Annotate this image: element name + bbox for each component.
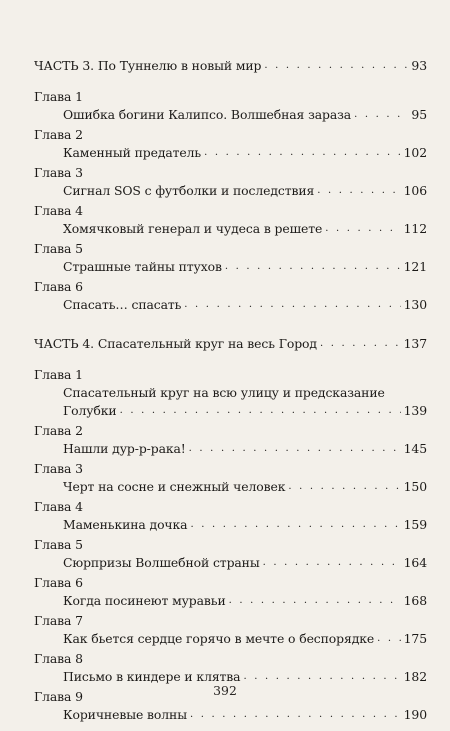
dot-leader [377, 630, 401, 648]
chapter-label: Глава 7 [34, 613, 83, 628]
dot-leader [204, 144, 401, 162]
page-number: 112 [403, 221, 427, 236]
part-title: ЧАСТЬ 4. Спасательный круг на весь Город [34, 336, 317, 351]
page-number: 159 [403, 517, 427, 532]
dot-leader [317, 182, 400, 200]
dot-leader [184, 296, 400, 314]
chapter-label: Глава 8 [34, 651, 83, 666]
dot-leader [189, 440, 401, 458]
page-number: 175 [403, 631, 427, 646]
chapter-label: Глава 4 [34, 203, 83, 218]
page-number: 106 [403, 183, 427, 198]
chapter-title: Сигнал SOS с футболки и последствия [63, 183, 315, 198]
chapter-label: Глава 3 [34, 165, 83, 180]
part-4-heading [34, 334, 427, 356]
page-number: 145 [403, 441, 427, 456]
page-number: 121 [403, 259, 427, 274]
chapter-title: Черт на сосне и снежный человек [63, 479, 286, 494]
chapter-title: Страшные тайны птухов [63, 259, 222, 274]
toc-entry [34, 460, 427, 498]
page-number: 182 [403, 669, 427, 684]
page-number: 139 [403, 403, 427, 418]
toc-entry [34, 202, 427, 240]
toc-entry [34, 574, 427, 612]
page-number: 190 [403, 707, 427, 722]
toc-entry [34, 88, 427, 126]
page-number: 150 [403, 479, 427, 494]
toc-entry [34, 536, 427, 574]
chapter-title: Сюрпризы Волшебной страны [63, 555, 260, 570]
chapter-label: Глава 1 [34, 89, 83, 104]
dot-leader [320, 334, 401, 354]
dot-leader [263, 554, 401, 572]
chapter-title: Маменькина дочка [63, 517, 188, 532]
dot-leader [225, 258, 401, 276]
chapter-title-line-1: Спасательный круг на всю улицу и предсказание [63, 385, 385, 400]
page-number: 137 [403, 336, 427, 351]
dot-leader [264, 56, 408, 76]
chapter-title: Как бьется сердце горячо в мечте о беспорядке [63, 631, 375, 646]
part-3-heading [34, 56, 427, 78]
toc-entry [34, 422, 427, 460]
page-number: 102 [403, 145, 427, 160]
chapter-title: Спасать… спасать [63, 297, 182, 312]
dot-leader [229, 592, 401, 610]
toc-entry [34, 164, 427, 202]
dot-leader [288, 478, 400, 496]
dot-leader [190, 516, 400, 534]
dot-leader [354, 106, 408, 124]
chapter-label: Глава 3 [34, 461, 83, 476]
chapter-label: Глава 4 [34, 499, 83, 514]
page-number: 130 [403, 297, 427, 312]
chapter-label: Глава 1 [34, 367, 83, 382]
chapter-title: Хомячковый генерал и чудеса в решете [63, 221, 323, 236]
toc-entry [34, 126, 427, 164]
chapter-label: Глава 5 [34, 241, 83, 256]
chapter-title: Нашли дур-р-рака! [63, 441, 186, 456]
toc-entry [34, 240, 427, 278]
page-number: 164 [403, 555, 427, 570]
table-of-contents [34, 56, 427, 726]
chapter-title: Письмо в киндере и клятва [63, 669, 241, 684]
dot-leader [120, 402, 401, 420]
chapter-label: Глава 6 [34, 279, 83, 294]
chapter-title: Каменный предатель [63, 145, 202, 160]
toc-entry [34, 278, 427, 316]
toc-entry [34, 612, 427, 650]
page-number: 95 [411, 107, 427, 122]
page-number: 93 [411, 58, 427, 73]
chapter-label: Глава 5 [34, 537, 83, 552]
chapter-title-line-2: Голубки [63, 403, 117, 418]
chapter-label: Глава 2 [34, 423, 83, 438]
folio-page-number: 392 [213, 683, 237, 698]
page-number: 168 [403, 593, 427, 608]
dot-leader [325, 220, 400, 238]
dot-leader [190, 706, 401, 724]
chapter-title: Когда посинеют муравьи [63, 593, 226, 608]
toc-entry [34, 498, 427, 536]
chapter-label: Глава 2 [34, 127, 83, 142]
toc-entry [34, 366, 427, 422]
chapter-label: Глава 9 [34, 689, 83, 704]
part-title: ЧАСТЬ 3. По Туннелю в новый мир [34, 58, 262, 73]
chapter-label: Глава 6 [34, 575, 83, 590]
chapter-title: Коричневые волны [63, 707, 187, 722]
chapter-title: Ошибка богини Калипсо. Волшебная зараза [63, 107, 352, 122]
